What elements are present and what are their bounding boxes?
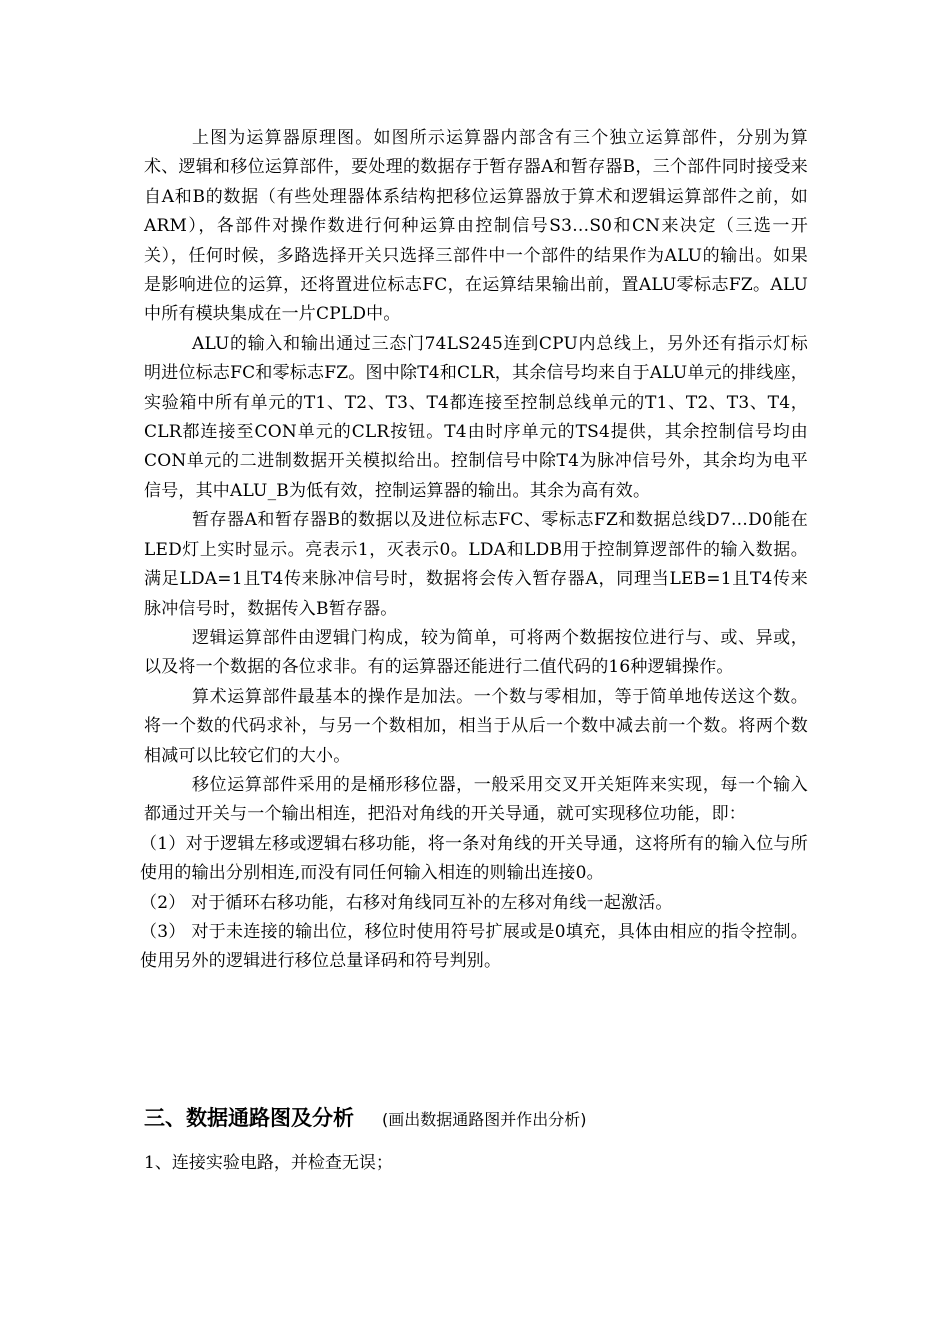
- paragraph-arithmetic-unit: 算术运算部件最基本的操作是加法。一个数与零相加，等于简单地传送这个数。将一个数的代码求补，与另一个数相加，相当于从后一个数中减去前一个数。将两个数相减可以比较它们的大小。: [144, 686, 808, 766]
- paragraph-logic-unit: 逻辑运算部件由逻辑门构成，较为简单，可将两个数据按位进行与、或、异或，以及将一个数据的各位求非。有的运算器还能进行二值代码的16种逻辑操作。: [144, 627, 808, 678]
- paragraph-registers: 暂存器A和暂存器B的数据以及进位标志FC、零标志FZ和数据总线D7…D0能在LED灯上实时显示。亮表示1，灭表示0。LDA和LDB用于控制算逻部件的输入数据。满足LDA=1且T4传来脉冲信号时，数据将会传入暂存器A，同理当LEB=1且T4传来脉冲信号时，数据传入B暂存器。: [144, 510, 808, 619]
- list-item-2: （2） 对于循环右移功能，右移对角线同互补的左移对角线一起激活。: [140, 892, 673, 913]
- list-item-1: （1）对于逻辑左移或逻辑右移功能，将一条对角线的开关导通，这将所有的输入位与所使用的输出分别相连,而没有同任何输入相连的则输出连接0。: [140, 833, 808, 884]
- paragraph-shift-unit: 移位运算部件采用的是桶形移位器，一般采用交叉开关矩阵来实现，每一个输入都通过开关与一个输出相连，把沿对角线的开关导通，就可实现移位功能，即：: [144, 774, 808, 825]
- section-note: (画出数据通路图并作出分析): [382, 1110, 587, 1129]
- section-heading: [144, 1102, 844, 1132]
- list-item-3: （3） 对于未连接的输出位，移位时使用符号扩展或是0填充，具体由相应的指令控制。使用另外的逻辑进行移位总量译码和符号判别。: [140, 921, 808, 972]
- section-title: 三、数据通路图及分析: [144, 1106, 354, 1130]
- step-1-text: 1、连接实验电路，并检查无误；: [144, 1153, 393, 1173]
- body-text: [140, 124, 808, 977]
- paragraph-alu-io: ALU的输入和输出通过三态门74LS245连到CPU内总线上，另外还有指示灯标明进位标志FC和零标志FZ。图中除T4和CLR，其余信号均来自于ALU单元的排线座，实验箱中所有单元的T1、T2、T3、T4都连接至控制总线单元的T1、T2、T3、T4，CLR都连接至CON单元的CLR按钮。T4由时序单元的TS4提供，其余控制信号均由CON单元的二进制数据开关模拟给出。控制信号中除T4为脉冲信号外，其余均为电平信号，其中ALU_B为低有效，控制运算器的输出。其余为高有效。: [144, 333, 808, 501]
- paragraph-alu-principle: 上图为运算器原理图。如图所示运算器内部含有三个独立运算部件，分别为算术、逻辑和移位运算部件，要处理的数据存于暂存器A和暂存器B，三个部件同时接受来自A和B的数据（有些处理器体系结构把移位运算器放于算术和逻辑运算部件之前，如ARM），各部件对操作数进行何种运算由控制信号S3…S0和CN来决定（三选一开关），任何时候，多路选择开关只选择三部件中一个部件的结果作为ALU的输出。如果是影响进位的运算，还将置进位标志FC，在运算结果输出前，置ALU零标志FZ。ALU中所有模块集成在一片CPLD中。: [144, 128, 808, 325]
